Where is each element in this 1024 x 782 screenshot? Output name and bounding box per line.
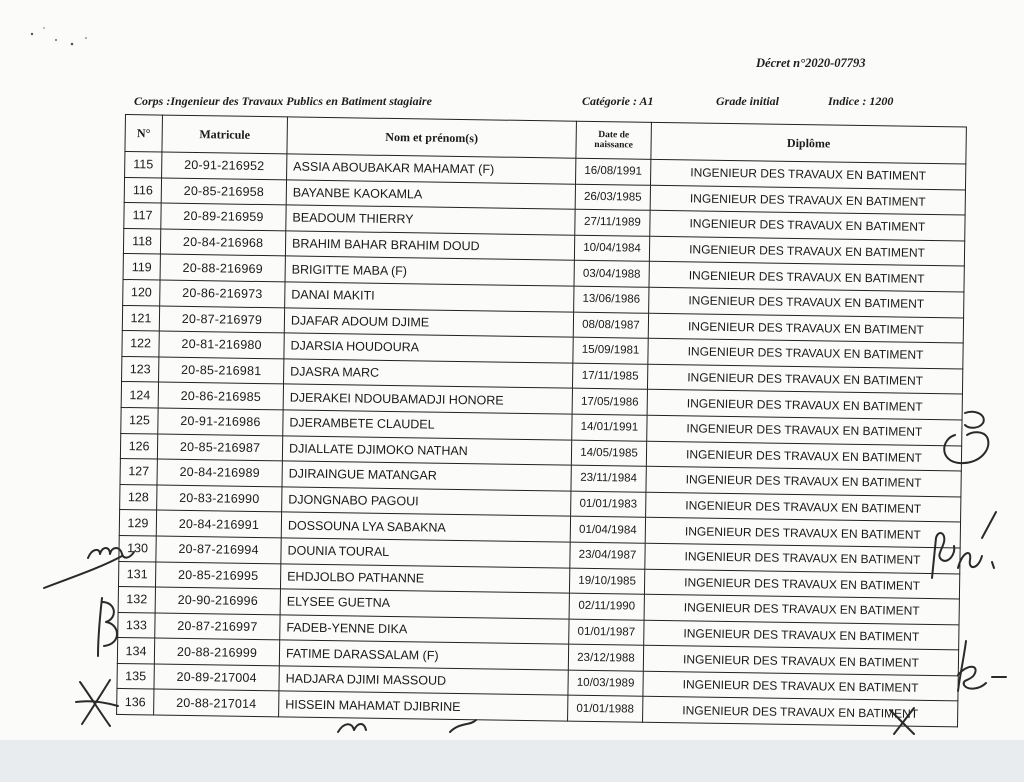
row-name: FATIME DARASSALAM (F) <box>279 640 568 670</box>
row-matricule: 20-81-216980 <box>159 331 284 358</box>
scan-specks <box>0 0 200 60</box>
row-name: BAYANBE KAOKAMLA <box>286 179 575 209</box>
row-number: 131 <box>118 561 155 587</box>
row-matricule: 20-89-216959 <box>161 203 286 230</box>
row-number: 119 <box>123 254 160 280</box>
row-diploma: INGENIEUR DES TRAVAUX EN BATIMENT <box>647 364 962 394</box>
row-birthdate: 01/01/1988 <box>568 696 643 723</box>
row-birthdate: 27/11/1989 <box>575 209 650 236</box>
row-number: 126 <box>120 433 157 459</box>
row-matricule: 20-87-216979 <box>159 306 284 333</box>
row-number: 133 <box>118 612 155 638</box>
row-matricule: 20-87-216994 <box>156 536 281 563</box>
row-birthdate: 26/03/1985 <box>575 184 650 211</box>
col-header-number: N° <box>125 115 163 153</box>
row-birthdate: 23/04/1987 <box>570 542 645 569</box>
row-diploma: INGENIEUR DES TRAVAUX EN BATIMENT <box>648 313 963 343</box>
row-diploma: INGENIEUR DES TRAVAUX EN BATIMENT <box>644 594 959 624</box>
row-birthdate: 14/05/1985 <box>571 440 646 467</box>
row-matricule: 20-87-216997 <box>155 613 280 640</box>
row-diploma: INGENIEUR DES TRAVAUX EN BATIMENT <box>647 415 962 445</box>
row-name: DJARSIA HOUDOURA <box>284 333 573 363</box>
birthdate-header-line2: naissance <box>594 139 633 151</box>
row-birthdate: 13/06/1986 <box>574 286 649 313</box>
row-birthdate: 16/08/1991 <box>576 158 651 185</box>
row-diploma: INGENIEUR DES TRAVAUX EN BATIMENT <box>645 518 960 548</box>
row-birthdate: 15/09/1981 <box>573 337 648 364</box>
col-header-diploma: Diplôme <box>651 122 967 164</box>
row-diploma: INGENIEUR DES TRAVAUX EN BATIMENT <box>644 569 959 599</box>
scan-background-band <box>0 740 1024 782</box>
row-number: 124 <box>121 382 158 408</box>
row-matricule: 20-84-216989 <box>157 459 282 486</box>
row-name: DJIALLATE DJIMOKO NATHAN <box>282 435 571 465</box>
row-number: 130 <box>119 535 156 561</box>
row-number: 135 <box>117 663 154 689</box>
row-diploma: INGENIEUR DES TRAVAUX EN BATIMENT <box>646 466 961 496</box>
row-matricule: 20-85-216981 <box>159 357 284 384</box>
row-number: 123 <box>122 356 159 382</box>
row-birthdate: 23/11/1984 <box>571 465 646 492</box>
row-matricule: 20-84-216968 <box>160 229 285 256</box>
row-matricule: 20-83-216990 <box>157 485 282 512</box>
row-diploma: INGENIEUR DES TRAVAUX EN BATIMENT <box>643 697 958 727</box>
row-name: EHDJOLBO PATHANNE <box>280 563 569 593</box>
signature-mark-bottom-1 <box>330 712 490 740</box>
row-birthdate: 02/11/1990 <box>569 593 644 620</box>
row-diploma: INGENIEUR DES TRAVAUX EN BATIMENT <box>643 646 958 676</box>
row-name: BEADOUM THIERRY <box>286 205 575 235</box>
row-diploma: INGENIEUR DES TRAVAUX EN BATIMENT <box>648 338 963 368</box>
row-name: HISSEIN MAHAMAT DJIBRINE <box>279 691 568 721</box>
col-header-birthdate <box>576 121 652 159</box>
row-name: DANAI MAKITI <box>285 282 574 312</box>
row-birthdate: 10/04/1984 <box>574 235 649 262</box>
row-birthdate: 17/11/1985 <box>572 363 647 390</box>
row-birthdate: 01/01/1983 <box>571 491 646 518</box>
row-matricule: 20-86-216985 <box>158 382 283 409</box>
row-diploma: INGENIEUR DES TRAVAUX EN BATIMENT <box>649 236 964 266</box>
decree-number: Décret n°2020-07793 <box>756 56 866 70</box>
row-name: HADJARA DJIMI MASSOUD <box>279 666 568 696</box>
signature-mark-right-1 <box>935 405 1005 475</box>
index-label: Indice : 1200 <box>828 94 894 108</box>
row-diploma: INGENIEUR DES TRAVAUX EN BATIMENT <box>645 543 960 573</box>
col-header-matricule: Matricule <box>162 115 288 154</box>
row-name: DJAFAR ADOUM DJIME <box>284 307 573 337</box>
row-number: 118 <box>123 228 160 254</box>
row-birthdate: 17/05/1986 <box>572 389 647 416</box>
row-name: ASSIA ABOUBAKAR MAHAMAT (F) <box>287 154 576 184</box>
row-number: 129 <box>119 510 156 536</box>
row-name: ELYSEE GUETNA <box>280 589 569 619</box>
row-number: 122 <box>122 331 159 357</box>
row-matricule: 20-85-216995 <box>155 562 280 589</box>
row-diploma: INGENIEUR DES TRAVAUX EN BATIMENT <box>646 441 961 471</box>
row-number: 117 <box>124 203 161 229</box>
row-diploma: INGENIEUR DES TRAVAUX EN BATIMENT <box>650 210 965 240</box>
row-number: 125 <box>121 407 158 433</box>
signature-mark-bottom-2 <box>880 700 940 740</box>
row-birthdate: 10/03/1989 <box>568 670 643 697</box>
signature-mark-left-2 <box>82 592 132 662</box>
row-birthdate: 19/10/1985 <box>569 568 644 595</box>
row-name: DOUNIA TOURAL <box>281 538 570 568</box>
row-birthdate: 23/12/1988 <box>568 644 643 671</box>
row-matricule: 20-84-216991 <box>156 510 281 537</box>
row-name: BRAHIM BAHAR BRAHIM DOUD <box>285 231 574 261</box>
row-birthdate: 03/04/1988 <box>574 261 649 288</box>
row-name: FADEB-YENNE DIKA <box>280 615 569 645</box>
table-body <box>117 152 966 727</box>
row-matricule: 20-86-216973 <box>160 280 285 307</box>
row-matricule: 20-88-216969 <box>160 254 285 281</box>
staff-table-container <box>116 114 967 727</box>
signature-mark-left-1 <box>40 538 140 598</box>
row-birthdate: 01/04/1984 <box>570 516 645 543</box>
row-number: 128 <box>120 484 157 510</box>
row-name: BRIGITTE MABA (F) <box>285 256 574 286</box>
row-name: DJIRAINGUE MATANGAR <box>282 461 571 491</box>
row-name: DJERAMBETE CLAUDEL <box>283 410 572 440</box>
signature-mark-right-3 <box>950 635 1020 695</box>
row-matricule: 20-90-216996 <box>155 587 280 614</box>
row-birthdate: 01/01/1987 <box>569 619 644 646</box>
row-number: 136 <box>117 689 154 715</box>
row-diploma: INGENIEUR DES TRAVAUX EN BATIMENT <box>643 671 958 701</box>
row-name: DOSSOUNA LYA SABAKNA <box>281 512 570 542</box>
category-label: Catégorie : A1 <box>582 94 654 108</box>
row-name: DJASRA MARC <box>284 359 573 389</box>
row-name: DJERAKEI NDOUBAMADJI HONORE <box>283 384 572 414</box>
signature-mark-left-3 <box>70 672 130 732</box>
signature-mark-right-2 <box>922 508 1002 588</box>
row-number: 121 <box>122 305 159 331</box>
row-diploma: INGENIEUR DES TRAVAUX EN BATIMENT <box>649 262 964 292</box>
row-number: 120 <box>123 279 160 305</box>
row-matricule: 20-91-216952 <box>162 152 287 179</box>
row-matricule: 20-89-217004 <box>154 664 279 691</box>
col-header-name: Nom et prénom(s) <box>287 117 577 158</box>
row-matricule: 20-88-217014 <box>154 689 279 716</box>
row-diploma: INGENIEUR DES TRAVAUX EN BATIMENT <box>647 390 962 420</box>
row-birthdate: 08/08/1987 <box>573 312 648 339</box>
row-diploma: INGENIEUR DES TRAVAUX EN BATIMENT <box>644 620 959 650</box>
row-number: 116 <box>124 177 161 203</box>
row-matricule: 20-88-216999 <box>154 638 279 665</box>
row-number: 134 <box>117 638 154 664</box>
row-matricule: 20-91-216986 <box>158 408 283 435</box>
corps-label: Corps :Ingenieur des Travaux Publics en Batiment stagiaire <box>134 94 432 108</box>
row-number: 127 <box>120 459 157 485</box>
staff-table <box>116 114 967 727</box>
row-diploma: INGENIEUR DES TRAVAUX EN BATIMENT <box>646 492 961 522</box>
grade-label: Grade initial <box>716 94 780 108</box>
row-diploma: INGENIEUR DES TRAVAUX EN BATIMENT <box>651 159 966 189</box>
row-birthdate: 14/01/1991 <box>572 414 647 441</box>
row-number: 132 <box>118 587 155 613</box>
birthdate-header-line1: Date de <box>598 130 630 141</box>
row-matricule: 20-85-216987 <box>157 434 282 461</box>
row-matricule: 20-85-216958 <box>161 178 286 205</box>
row-diploma: INGENIEUR DES TRAVAUX EN BATIMENT <box>649 287 964 317</box>
row-diploma: INGENIEUR DES TRAVAUX EN BATIMENT <box>650 185 965 215</box>
row-name: DJONGNABO PAGOUI <box>282 487 571 517</box>
row-number: 115 <box>125 152 162 178</box>
